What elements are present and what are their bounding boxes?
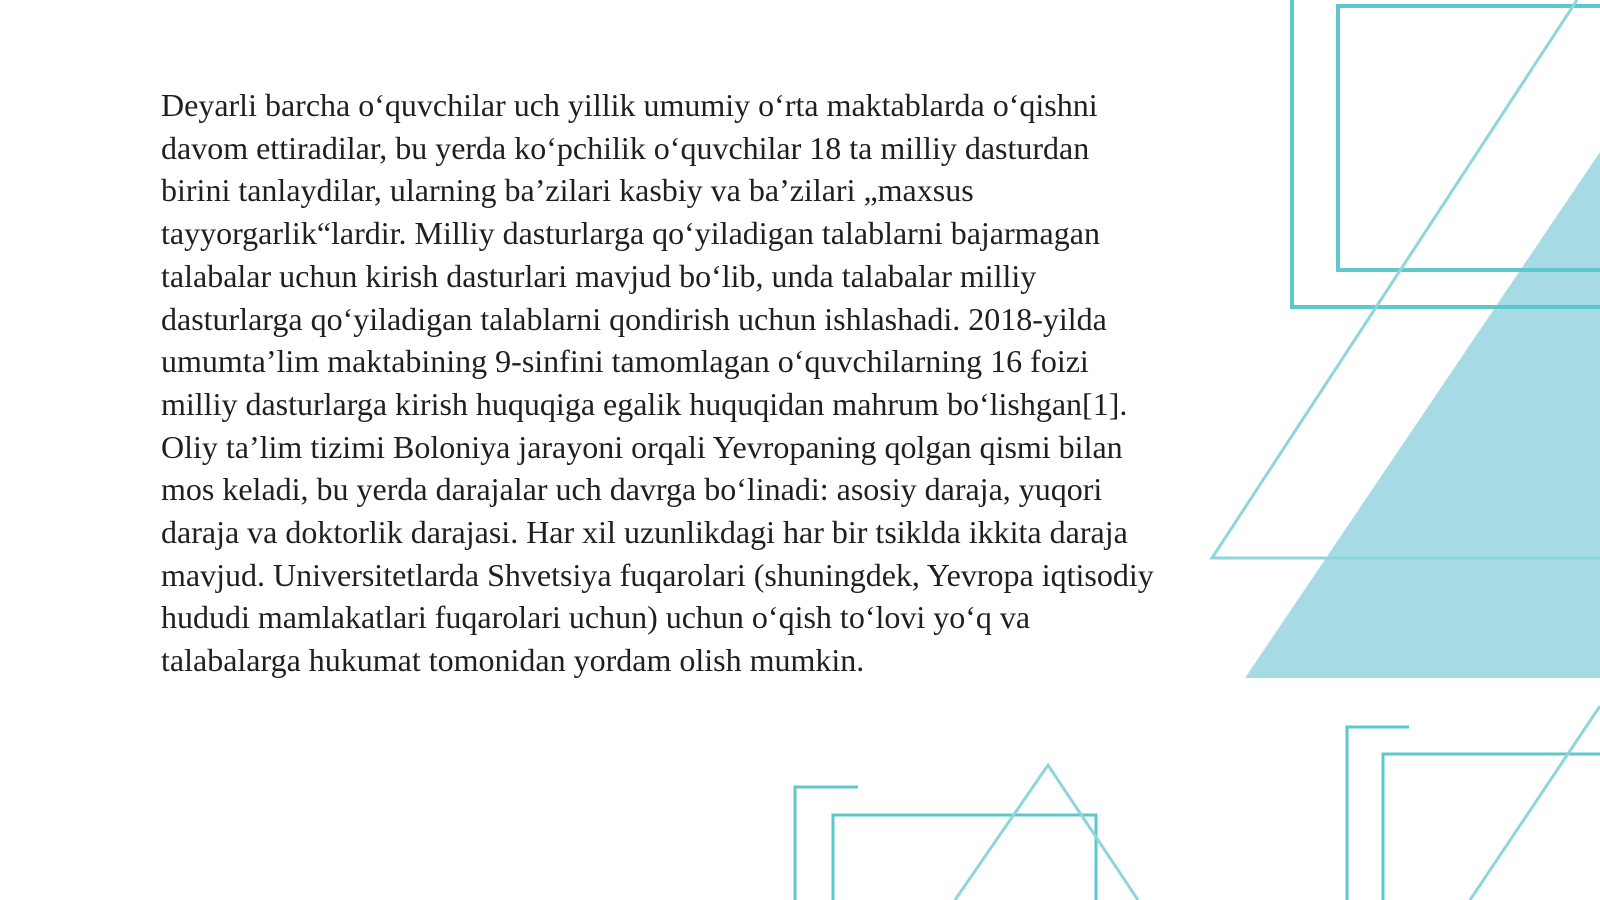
bottom-triangle-outline	[955, 765, 1138, 900]
bottom-right-rect	[1383, 754, 1600, 900]
bottom-corner-bracket	[795, 787, 858, 900]
bottom-right-diagonal	[1470, 706, 1600, 900]
paragraph: Oliy ta’lim tizimi Boloniya jarayoni orqali Yevropaning qolgan qismi bilan mos keladi, bu yerda darajalar uch davrga bo‘linadi: asosiy daraja, yuqori daraja va doktorlik darajasi. Har xil uzunlikdagi har bir tsiklda ikkita daraja mavjud. Universitetlarda Shvetsiya fuqarolari (shuningdek, Yevropa iqtisodiy hududi mamlakatlari fuqarolari uchun) uchun o‘qish to‘lovi yo‘q va talabalarga hukumat tomonidan yordam olish mumkin.	[161, 428, 1154, 679]
paragraph: Deyarli barcha o‘quvchilar uch yillik umumiy o‘rta maktablarda o‘qishni davom ettiradilar, bu yerda ko‘pchilik o‘quvchilar 18 ta milliy dasturdan birini tanlaydilar, ularning ba’zilari kasbiy va ba’zilari „maxsus tayyorgarlik“lardir. Milliy dasturlarga qo‘yiladigan talablarni bajarmagan talabalar uchun kirish dasturlari mavjud bo‘lib, unda talabalar milliy dasturlarga qo‘yiladigan talablarni qondirish uchun ishlashadi. 2018-yilda umumta’lim maktabining 9-sinfini tamomlagan o‘quvchilarning 16 foizi milliy dasturlarga kirish huquqiga egalik huquqidan mahrum bo‘lishgan[1].	[161, 87, 1128, 422]
filled-triangle-shape	[1245, 152, 1600, 678]
body-text	[161, 84, 1161, 682]
